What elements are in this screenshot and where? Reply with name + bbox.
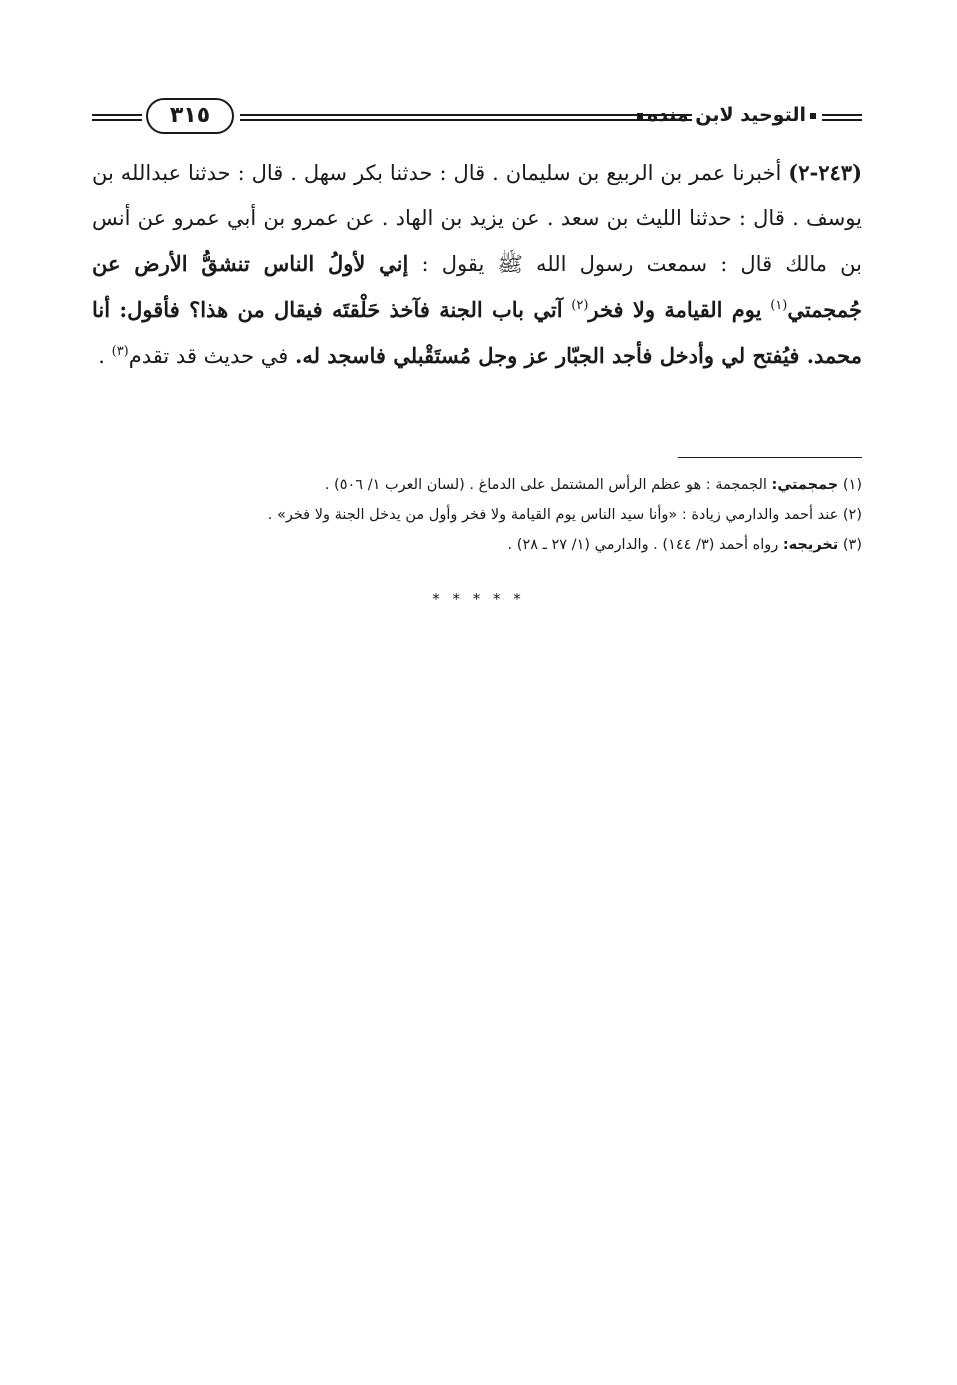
footnote-ref-2[interactable]: (٢) [571,298,589,313]
footnote-marker: (١) [842,477,862,493]
footnote-3 [92,530,862,560]
header-rule-right [822,114,862,121]
square-ornament-icon [810,113,816,119]
footnote-marker: (٣) [842,537,862,553]
footnote-2 [92,500,862,530]
footnote-ref-3[interactable]: (٣) [111,344,129,359]
hadith-end: . [98,344,105,368]
footnote-text: رواه أحمد (٣/ ١٤٤) . والدارمي (١/ ٢٧ ـ ٢٨) . [507,537,779,553]
hadith-number: (٢٤٣-٢) [788,160,862,185]
footnote-label: تخريجه: [782,537,839,553]
hadith-chain: أخبرنا عمر بن الربيع بن سليمان . قال : حدثنا بكر سهل . قال : حدثنا عبدالله بن يوسف . قال : حدثنا الليث بن سعد . عن يزيد بن الهاد . عن عمرو بن أبي عمرو عن أنس بن مالك قال : سمعت رسول الله ﷺ يقول : [92,161,862,276]
header-rule-left [92,114,142,121]
hadith-matn-3: آتي باب الجنة فآخذ حَلْقتَه فيقال من هذا؟ فأقول: أنا محمد. فيُفتح لي وأدخل فأجد الجبّار عز وجل مُستَقْبلي فاسجد له. [92,297,862,368]
footnote-text: الجمجمة : هو عظم الرأس المشتمل على الدماغ . (لسان العرب ١/ ٥٠٦) . [324,477,767,493]
page-number: ٣١٥ [146,98,234,134]
hadith-note: في حديث قد تقدم [128,344,289,368]
hadith-matn-2: يوم القيامة ولا فخر [588,297,762,322]
book-title [646,100,820,130]
square-ornament-icon [637,113,643,119]
running-header [92,96,862,140]
footnotes [92,470,862,560]
hadith-matn-1: إني لأولُ الناس تنشقُّ الأرض عن جُمجمتي [92,251,862,322]
footnote-label: جمجمتي: [771,477,839,493]
book-title-text: التوحيد لابن منده [646,104,806,126]
footnote-text: عند أحمد والدارمي زيادة : «وأنا سيد الناس يوم القيامة ولا فخر وأول من يدخل الجنة ولا فخر» . [267,507,839,523]
footnote-separator [678,457,862,458]
footnote-ref-1[interactable]: (١) [770,298,788,313]
footnote-marker: (٢) [842,507,862,523]
main-text [92,150,862,379]
header-rule-middle [240,114,692,121]
footnote-1 [92,470,862,500]
end-ornament: * * * * * [432,590,525,608]
hadith-paragraph [92,150,862,379]
